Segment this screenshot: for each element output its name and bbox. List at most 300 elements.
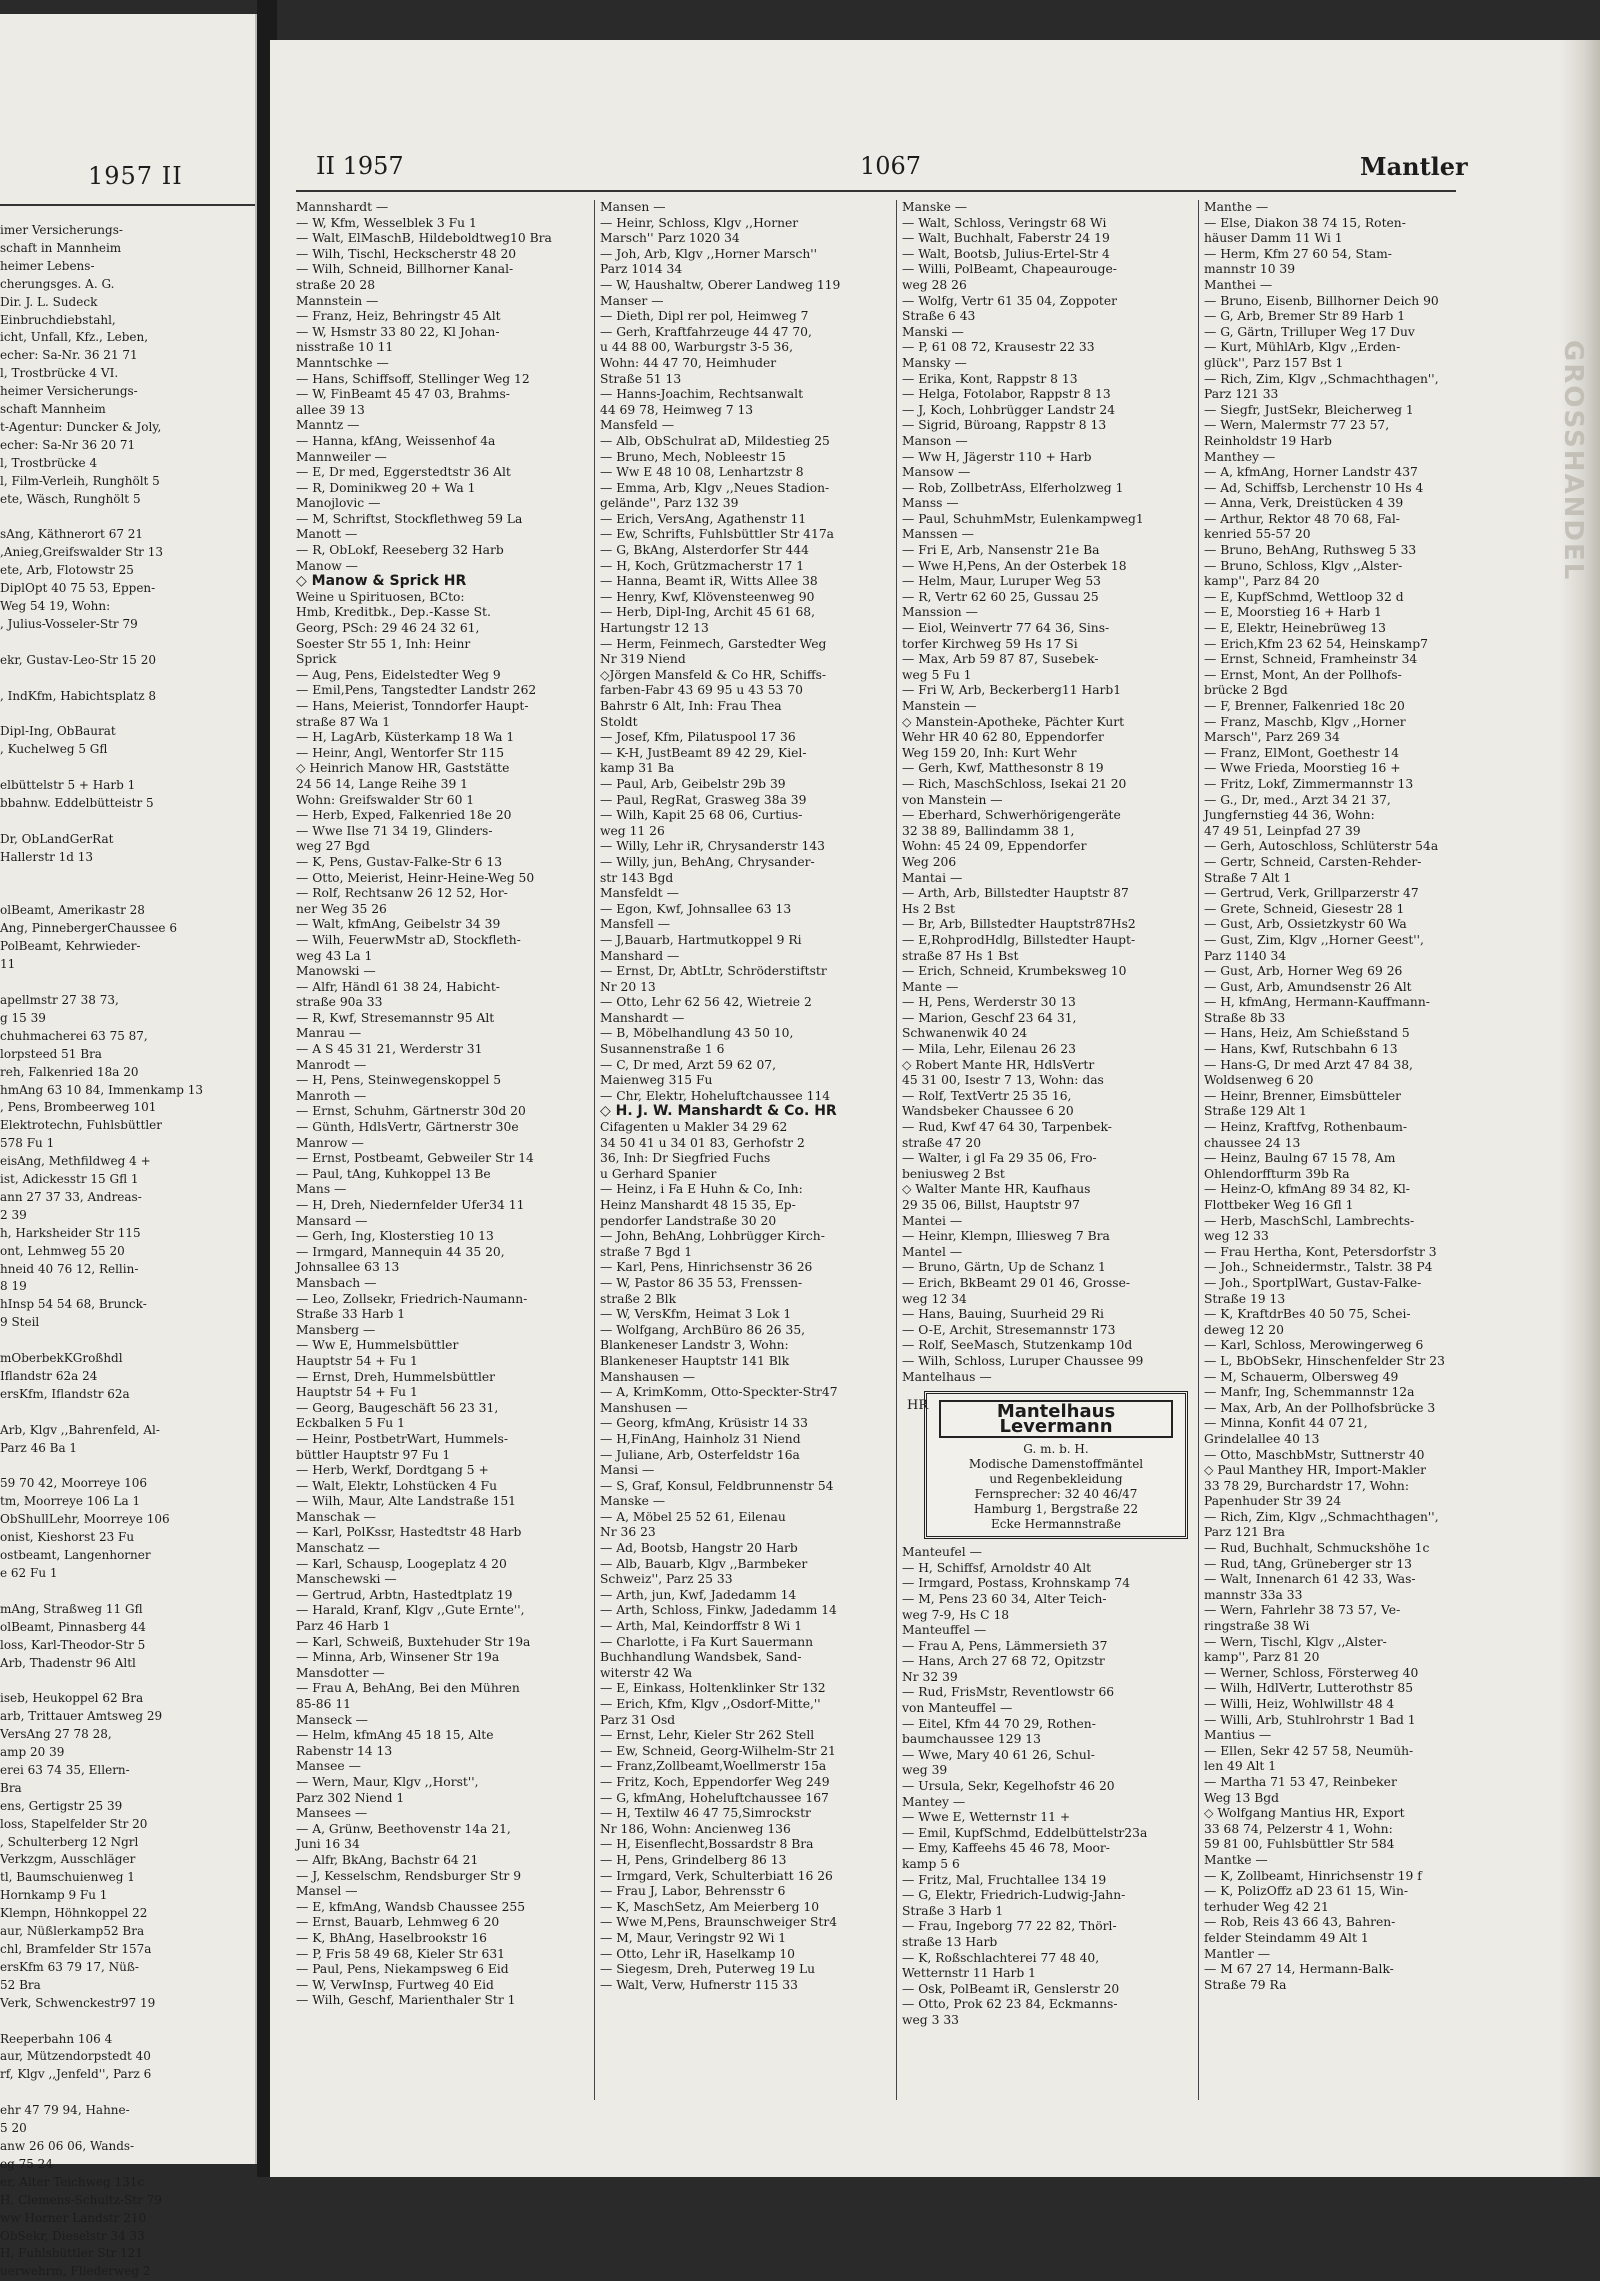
directory-entry: — Karl, Pens, Hinrichsenstr 36 26 [600, 1260, 813, 1275]
directory-entry: — Hans-G, Dr med Arzt 47 84 38, [1204, 1057, 1413, 1072]
left-page-line: rf, Klgv ,,Jenfeld'', Parz 6 [0, 2067, 152, 2082]
directory-entry: 33 68 74, Pelzerstr 4 1, Wohn: [1204, 1821, 1393, 1836]
directory-entry: Manteuffel — [902, 1623, 987, 1638]
left-page-line: schaft Mannheim [0, 402, 106, 417]
left-page-line: ersKfm 63 79 17, Nüß- [0, 1959, 139, 1974]
directory-entry: Blankeneser Landstr 3, Wohn: [600, 1338, 789, 1353]
header-guide-word: Mantler [1360, 152, 1468, 181]
directory-entry: — Helga, Fotolabor, Rappstr 8 13 [902, 387, 1111, 402]
directory-entry: — Ernst, Dreh, Hummelsbüttler [296, 1369, 496, 1384]
directory-entry: — Walt, Schloss, Veringstr 68 Wi [902, 215, 1107, 230]
directory-entry: — Paul, tAng, Kuhkoppel 13 Be [296, 1166, 491, 1181]
directory-entry: — Chr, Elektr, Hoheluftchaussee 114 [600, 1088, 831, 1103]
stamp-watermark: GROSSHANDEL [1558, 340, 1588, 582]
directory-entry: — Heinr, Angl, Wentorfer Str 115 [296, 745, 505, 760]
directory-entry: Mannshardt — [296, 200, 389, 214]
directory-entry: — Ursula, Sekr, Kegelhofstr 46 20 [902, 1779, 1115, 1794]
directory-entry: — Hanns-Joachim, Rechtsanwalt [600, 387, 804, 402]
directory-entry: — Wern, Malermstr 77 23 57, [1204, 418, 1390, 433]
directory-entry: Mannweiler — [296, 449, 387, 464]
directory-entry: 44 69 78, Heimweg 7 13 [600, 402, 754, 417]
header-rule [296, 190, 1456, 192]
directory-entry: — H, Koch, Grützmacherstr 17 1 [600, 558, 805, 573]
directory-entry: — Juliane, Arb, Osterfeldstr 16a [600, 1447, 800, 1462]
left-page-line: erei 63 74 35, Ellern- [0, 1762, 130, 1777]
directory-entry: — G, Arb, Bremer Str 89 Harb 1 [1204, 309, 1406, 324]
directory-entry: ringstraße 38 Wi [1204, 1619, 1310, 1634]
directory-entry: — Joh., SportplWart, Gustav-Falke- [1204, 1275, 1422, 1290]
directory-entry: Parz 121 33 [1204, 387, 1279, 402]
directory-entry: Manss — [902, 496, 959, 511]
directory-entry: — Bruno, Mech, Nobleestr 15 [600, 449, 786, 464]
directory-entry: — Wolfgang, ArchBüro 86 26 35, [600, 1322, 806, 1337]
directory-entry: Manssion — [902, 605, 978, 620]
directory-entry: — Arth, Schloss, Finkw, Jadedamm 14 [600, 1603, 837, 1618]
directory-entry: — Ww H, Jägerstr 110 + Harb [902, 449, 1092, 464]
directory-entry: — Wwe Frieda, Moorstieg 16 + [1204, 761, 1401, 776]
directory-entry: Manson — [902, 433, 968, 448]
directory-entry: Schwanenwik 40 24 [902, 1026, 1028, 1041]
directory-entry: — K, MaschSetz, Am Meierberg 10 [600, 1899, 820, 1914]
directory-entry: Flottbeker Weg 16 Gfl 1 [1204, 1198, 1354, 1212]
running-head [270, 152, 1468, 192]
directory-entry: Manrodt — [296, 1057, 367, 1072]
left-page-line: loss, Stapelfelder Str 20 [0, 1816, 148, 1831]
directory-entry: — Wilh, Geschf, Marienthaler Str 1 [296, 1993, 516, 2008]
directory-entry: — Alb, Bauarb, Klgv ,,Barmbeker [600, 1556, 808, 1571]
left-page-line: ersKfm, Iflandstr 62a [0, 1386, 130, 1401]
directory-entry: kamp'', Parz 81 20 [1204, 1650, 1320, 1665]
ad-line5: Ecke Hermannstraße [991, 1517, 1121, 1532]
left-page-line: echer: Sa-Nr 36 20 71 [0, 437, 136, 452]
directory-entry: — John, BehAng, Lohbrügger Kirch- [600, 1229, 825, 1244]
directory-entry: — Siegesm, Dreh, Puterweg 19 Lu [600, 1962, 816, 1977]
directory-entry: straße 7 Bgd 1 [600, 1244, 693, 1259]
left-page-line: Dir. J. L. Sudeck [0, 294, 98, 309]
directory-entry: — Günth, HdlsVertr, Gärtnerstr 30e [296, 1120, 519, 1135]
directory-entry: Manshusen — [600, 1400, 688, 1415]
directory-entry: — Karl, Schweiß, Buxtehuder Str 19a [296, 1634, 531, 1649]
directory-entry: — M, Pens 23 60 34, Alter Teich- [902, 1591, 1107, 1606]
directory-entry: — M, Schriftst, Stockflethweg 59 La [296, 511, 523, 526]
directory-entry: Bahrstr 6 Alt, Inh: Frau Thea [600, 699, 782, 713]
left-page-line: , Kuchelweg 5 Gfl [0, 742, 108, 757]
directory-entry: — Walter, i gl Fa 29 35 06, Fro- [902, 1151, 1097, 1166]
directory-entry: — Heinr, Klempn, Illiesweg 7 Bra [902, 1229, 1110, 1244]
directory-entry: — Franz,Zollbeamt,Woellmerstr 15a [600, 1759, 827, 1774]
left-page-line: , Pens, Brombeerweg 101 [0, 1100, 157, 1115]
directory-entry: weg 12 33 [1204, 1229, 1269, 1244]
directory-entry: — Irmgard, Verk, Schulterbiatt 16 26 [600, 1868, 833, 1883]
directory-entry: — Emil,Pens, Tangstedter Landstr 262 [296, 683, 537, 698]
directory-entry: Parz 1140 34 [1204, 948, 1287, 963]
directory-entry: — K-H, JustBeamt 89 42 29, Kiel- [600, 745, 807, 760]
directory-entry: straße 13 Harb [902, 1934, 998, 1949]
directory-entry: Cifagenten u Makler 34 29 62 [600, 1120, 788, 1135]
directory-entry: weg 39 [902, 1763, 948, 1778]
directory-entry: — Minna, Konfit 44 07 21, [1204, 1416, 1368, 1431]
left-page-line: hInsp 54 54 68, Brunck- [0, 1297, 147, 1312]
directory-entry: — Walt, Buchhalt, Faberstr 24 19 [902, 231, 1110, 246]
left-page-line: l, Trostbrücke 4 VI. [0, 366, 119, 381]
left-page-line [0, 1404, 250, 1422]
directory-entry: Mans — [296, 1182, 347, 1197]
directory-entry: — Karl, Schausp, Loogeplatz 4 20 [296, 1556, 507, 1571]
directory-entry: — A S 45 31 21, Werderstr 31 [296, 1042, 483, 1057]
directory-entry: — W, FinBeamt 45 47 03, Brahms- [296, 387, 510, 402]
directory-entry: häuser Damm 11 Wi 1 [1204, 231, 1343, 246]
left-page-line: ann 27 37 33, Andreas- [0, 1189, 142, 1204]
directory-entry: Wohn: 45 24 09, Eppendorfer [902, 839, 1087, 854]
directory-entry: Straße 19 13 [1204, 1291, 1286, 1306]
directory-entry: weg 5 Fu 1 [902, 667, 972, 682]
left-page-line: Parz 46 Ba 1 [0, 1440, 78, 1455]
left-page-line: e 62 Fu 1 [0, 1565, 58, 1580]
directory-entry: — Heinz-O, kfmAng 89 34 82, Kl- [1204, 1182, 1410, 1197]
right-page [270, 40, 1600, 2177]
column-divider [594, 200, 595, 2100]
left-page-line: 578 Fu 1 [0, 1136, 55, 1151]
directory-entry: Manow — [296, 558, 358, 573]
directory-entry: Parz 302 Niend 1 [296, 1790, 405, 1805]
directory-entry: Hauptstr 54 + Fu 1 [296, 1385, 418, 1400]
directory-entry: — Osk, PolBeamt iR, Genslerstr 20 [902, 1981, 1120, 1996]
ad-hr-mark: HR [907, 1398, 929, 1414]
directory-entry: Manthey — [1204, 449, 1276, 464]
directory-entry: — Ernst, Dr, AbtLtr, Schröderstiftstr [600, 964, 827, 979]
left-page-line [0, 670, 250, 688]
left-page-line: 59 70 42, Moorreye 106 [0, 1476, 147, 1491]
directory-entry: pendorfer Landstraße 30 20 [600, 1213, 777, 1228]
directory-entry: — H, Schiffsf, Arnoldstr 40 Alt [902, 1560, 1092, 1575]
directory-entry: Manser — [600, 293, 664, 308]
directory-entry: — Rolf, Rechtsanw 26 12 52, Hor- [296, 886, 508, 901]
left-page-line: , Julius-Vosseler-Str 79 [0, 616, 138, 631]
directory-entry: kamp 5 6 [902, 1857, 960, 1871]
directory-entry: — Gust, Arb, Ossietzkystr 60 Wa [1204, 917, 1407, 932]
ad-line4: Hamburg 1, Bergstraße 22 [973, 1502, 1139, 1517]
directory-entry: — K, Zollbeamt, Hinrichsenstr 19 f [1204, 1868, 1422, 1883]
directory-entry: Stoldt [600, 714, 638, 729]
directory-entry: — F, Brenner, Falkenried 18c 20 [1204, 699, 1405, 713]
directory-entry: Nr 20 13 [600, 979, 656, 994]
directory-entry: — Minna, Arb, Winsener Str 19a [296, 1650, 500, 1665]
directory-entry: Straße 6 43 [902, 309, 976, 324]
directory-entry: kamp 31 Ba [600, 761, 675, 776]
directory-entry: — Ad, Schiffsb, Lerchenstr 10 Hs 4 [1204, 480, 1424, 495]
directory-entry: — Charlotte, i Fa Kurt Sauermann [600, 1634, 814, 1649]
directory-entry: Manntschke — [296, 355, 389, 370]
directory-entry: Reinholdstr 19 Harb [1204, 433, 1332, 448]
directory-entry: — Mila, Lehr, Eilenau 26 23 [902, 1042, 1076, 1057]
directory-entry: Manntz — [296, 418, 360, 433]
directory-entry: — Herb, Werkf, Dordtgang 5 + [296, 1463, 489, 1478]
directory-entry: — A, Möbel 25 52 61, Eilenau [600, 1509, 786, 1524]
directory-entry: — Marion, Geschf 23 64 31, [902, 1010, 1077, 1025]
directory-column-4 [1204, 200, 1494, 2100]
directory-entry: — Gerh, Kraftfahrzeuge 44 47 70, [600, 324, 812, 339]
left-page-line: reh, Falkenried 18a 20 [0, 1064, 139, 1079]
directory-entry: — Hanna, kfAng, Weissenhof 4a [296, 433, 496, 448]
left-page-line [0, 867, 250, 885]
directory-entry: — Emma, Arb, Klgv ,,Neues Stadion- [600, 480, 830, 495]
directory-entry: — Erich, VersAng, Agathenstr 11 [600, 511, 807, 526]
directory-entry: terhuder Weg 42 21 [1204, 1899, 1329, 1914]
directory-entry: Mantelhaus — [902, 1369, 992, 1384]
directory-entry: — Franz, ElMont, Goethestr 14 [1204, 745, 1400, 760]
directory-entry: — Max, Arb 59 87 87, Susebek- [902, 652, 1099, 667]
directory-entry: — Rich, MaschSchloss, Isekai 21 20 [902, 776, 1127, 791]
directory-entry: — Wwe Ilse 71 34 19, Glinders- [296, 823, 493, 838]
directory-entry: Nr 319 Niend [600, 652, 686, 667]
directory-entry: — Gerh, Ing, Klosterstieg 10 13 [296, 1229, 494, 1244]
left-page-line: ete, Wäsch, Runghölt 5 [0, 491, 141, 506]
directory-column-3 [902, 200, 1192, 2100]
directory-entry: Soester Str 55 1, Inh: Heinr [296, 636, 471, 651]
directory-entry: Blankeneser Hauptstr 141 Blk [600, 1353, 790, 1368]
directory-entry: ◇ Robert Mante HR, HdlsVertr [902, 1057, 1095, 1072]
directory-entry: — Willi, Arb, Stuhlrohrstr 1 Bad 1 [1204, 1712, 1416, 1727]
directory-entry: Manstein — [902, 699, 977, 713]
left-page-line: , Schulterberg 12 Ngrl [0, 1834, 139, 1849]
left-page-line: hneid 40 76 12, Rellin- [0, 1261, 139, 1276]
left-page-line: chl, Bramfelder Str 157a [0, 1942, 152, 1956]
column-divider [896, 200, 897, 2100]
left-page-line: tm, Moorreye 106 La 1 [0, 1494, 141, 1509]
left-page-line [0, 885, 250, 903]
left-page-line [0, 1672, 250, 1690]
directory-entry: — Hans, Meierist, Tonndorfer Haupt- [296, 699, 529, 713]
directory-entry: — Fritz, Mal, Fruchtallee 134 19 [902, 1872, 1107, 1887]
directory-entry: Weg 159 20, Inh: Kurt Wehr [902, 745, 1077, 760]
directory-entry: — E, Einkass, Holtenklinker Str 132 [600, 1681, 826, 1696]
left-page-line: Hornkamp 9 Fu 1 [0, 1888, 108, 1903]
directory-entry: — Erich, Schneid, Krumbeksweg 10 [902, 964, 1127, 979]
directory-entry: Manshausen — [600, 1369, 696, 1384]
directory-entry: Straße 3 Harb 1 [902, 1903, 1004, 1918]
directory-entry: — Herb, Dipl-Ing, Archit 45 61 68, [600, 605, 816, 620]
left-page-line [0, 634, 250, 652]
directory-entry: Wandsbeker Chaussee 6 20 [902, 1104, 1074, 1119]
directory-entry: — W, Pastor 86 35 53, Frenssen- [600, 1275, 803, 1290]
left-page-line: l, Film-Verleih, Runghölt 5 [0, 473, 160, 488]
directory-entry: Manseck — [296, 1712, 368, 1727]
left-page-line: Klempn, Höhnkoppel 22 [0, 1906, 148, 1921]
directory-entry: Papenhuder Str 39 24 [1204, 1494, 1342, 1509]
directory-entry: — A, KrimKomm, Otto-Speckter-Str47 [600, 1385, 838, 1400]
directory-entry: Manske — [600, 1494, 666, 1509]
directory-entry: Manschewski — [296, 1572, 397, 1587]
directory-entry: — Henry, Kwf, Klövensteenweg 90 [600, 589, 815, 604]
directory-entry: mannstr 10 39 [1204, 262, 1296, 277]
directory-entry: — Rolf, TextVertr 25 35 16, [902, 1088, 1072, 1103]
directory-entry: Manojlovic — [296, 496, 381, 511]
left-page-line: Hallerstr 1d 13 [0, 849, 94, 864]
directory-entry: — Br, Arb, Billstedter Hauptstr87Hs2 [902, 917, 1136, 932]
ad-subtitle: G. m. b. H. [1023, 1442, 1089, 1457]
directory-entry: Weg 206 [902, 854, 957, 869]
directory-entry: — Hans, Arch 27 68 72, Opitzstr [902, 1654, 1105, 1669]
directory-entry: — J, Kesselschm, Rendsburger Str 9 [296, 1868, 522, 1883]
directory-entry: — Arthur, Rektor 48 70 68, Fal- [1204, 511, 1400, 526]
directory-entry: chaussee 24 13 [1204, 1135, 1301, 1150]
left-page-line: 2 39 [0, 1207, 27, 1222]
directory-entry: Straße 33 Harb 1 [296, 1307, 406, 1322]
directory-entry: — Fritz, Lokf, Zimmermannstr 13 [1204, 776, 1414, 791]
directory-entry: Rabenstr 14 13 [296, 1743, 393, 1758]
directory-entry: — Fri E, Arb, Nansenstr 21e Ba [902, 543, 1100, 558]
left-page-line: 9 Steil [0, 1315, 40, 1330]
directory-entry: — Gust, Arb, Amundsenstr 26 Alt [1204, 979, 1412, 994]
directory-entry: Manschak — [296, 1509, 376, 1524]
directory-entry: — Frau, Ingeborg 77 22 82, Thörl- [902, 1919, 1117, 1934]
directory-column-2 [600, 200, 890, 2100]
left-page-line: Arb, Thadenstr 96 Altl [0, 1655, 136, 1670]
directory-entry: Manthe — [1204, 200, 1269, 214]
directory-entry: straße 87 Hs 1 Bst [902, 948, 1019, 963]
directory-entry: — Wilh, Tischl, Heckscherstr 48 20 [296, 246, 517, 261]
left-page-line: onist, Kieshorst 23 Fu [0, 1530, 135, 1545]
left-page-line: heimer Versicherungs- [0, 384, 138, 399]
directory-entry: — Frau Hertha, Kont, Petersdorfstr 3 [1204, 1244, 1437, 1259]
directory-entry: — Heinr, Brenner, Eimsbütteler [1204, 1088, 1401, 1103]
directory-entry: — H, Textilw 46 47 75,Simrockstr [600, 1806, 811, 1821]
directory-entry: — Gertrud, Arbtn, Hastedtplatz 19 [296, 1587, 513, 1602]
left-page-line: Dipl-Ing, ObBaurat [0, 724, 116, 739]
left-page-line: ostbeamt, Langenhorner [0, 1548, 151, 1563]
directory-column-1 [296, 200, 586, 2100]
directory-entry: — Emil, KupfSchmd, Eddelbüttelstr23a [902, 1825, 1148, 1840]
left-page-line: hmAng 63 10 84, Immenkamp 13 [0, 1082, 203, 1097]
left-page-line: Ang, PinnebergerChaussee 6 [0, 921, 177, 936]
directory-entry: kamp'', Parz 84 20 [1204, 574, 1320, 589]
directory-entry: — G., Dr, med., Arzt 34 21 37, [1204, 792, 1391, 807]
directory-entry: ◇ Manow & Sprick HR [296, 573, 467, 590]
directory-entry: — Bruno, Gärtn, Up de Schanz 1 [902, 1260, 1106, 1275]
directory-entry: — Ad, Bootsb, Hangstr 20 Harb [600, 1541, 798, 1556]
directory-entry: Wohn: 44 47 70, Heimhuder [600, 355, 777, 370]
directory-entry: — Walt, Bootsb, Julius-Ertel-Str 4 [902, 246, 1110, 261]
left-page-header: 1957 II [88, 162, 183, 190]
directory-entry: — Else, Diakon 38 74 15, Roten- [1204, 215, 1406, 230]
directory-entry: — Wilh, Maur, Alte Landstraße 151 [296, 1494, 516, 1509]
directory-entry: Manrau — [296, 1026, 362, 1041]
directory-entry: — Willi, Heiz, Wohlwillstr 48 4 [1204, 1697, 1395, 1711]
directory-entry: — Aug, Pens, Eidelstedter Weg 9 [296, 667, 501, 682]
left-page-line: Verkzgm, Ausschläger [0, 1852, 136, 1867]
directory-entry: — Irmgard, Mannequin 44 35 20, [296, 1244, 505, 1259]
directory-entry: Manroth — [296, 1088, 367, 1103]
directory-entry: Mansee — [296, 1759, 361, 1774]
directory-entry: — Walt, ElMaschB, Hildeboldtweg10 Bra [296, 231, 552, 246]
left-page-line: Elektrotechn, Fuhlsbüttler [0, 1118, 162, 1133]
left-header-rule [0, 204, 255, 206]
directory-entry: Hauptstr 54 + Fu 1 [296, 1353, 418, 1368]
directory-entry: Grindelallee 40 13 [1204, 1431, 1320, 1446]
directory-entry: — Paul, Pens, Niekampsweg 6 Eid [296, 1962, 509, 1977]
directory-entry: — K, KraftdrBes 40 50 75, Schei- [1204, 1307, 1411, 1322]
directory-entry: — Walt, Verw, Hufnerstr 115 33 [600, 1977, 798, 1992]
directory-entry: — Siegfr, JustSekr, Bleicherweg 1 [1204, 402, 1414, 417]
directory-entry: mannstr 33a 33 [1204, 1587, 1303, 1602]
directory-entry: Mansdotter — [296, 1665, 385, 1680]
directory-entry: — Ww E 48 10 08, Lenhartzstr 8 [600, 465, 804, 480]
directory-entry: — E,RohprodHdlg, Billstedter Haupt- [902, 932, 1136, 947]
directory-entry: — H, Dreh, Niedernfelder Ufer34 11 [296, 1198, 525, 1212]
directory-entry: Hartungstr 12 13 [600, 621, 709, 636]
left-page-line: PolBeamt, Kehrwieder- [0, 939, 141, 954]
directory-entry: — Gertr, Schneid, Carsten-Rehder- [1204, 854, 1422, 869]
directory-entry: len 49 Alt 1 [1204, 1759, 1277, 1774]
directory-entry: — B, Möbelhandlung 43 50 10, [600, 1026, 794, 1041]
left-page-line: olBeamt, Amerikastr 28 [0, 903, 145, 918]
directory-entry: — P, 61 08 72, Krausestr 22 33 [902, 340, 1095, 355]
directory-entry: Mantel — [902, 1244, 963, 1259]
directory-entry: weg 11 26 [600, 823, 665, 838]
directory-entry: Buchhandlung Wandsbek, Sand- [600, 1650, 802, 1665]
directory-entry: weg 12 34 [902, 1291, 967, 1306]
left-page-line: mAng, Straßweg 11 Gfl [0, 1601, 143, 1616]
directory-entry: — Ernst, Schneid, Framheinstr 34 [1204, 652, 1418, 667]
left-page-line: 8 19 [0, 1279, 27, 1294]
directory-entry: str 143 Bgd [600, 870, 674, 885]
directory-entry: Mantke — [1204, 1852, 1268, 1867]
directory-entry: Mansard — [296, 1213, 368, 1228]
directory-entry: Parz 46 Harb 1 [296, 1619, 391, 1634]
directory-entry: — Willy, Lehr iR, Chrysanderstr 143 [600, 839, 825, 854]
directory-entry: — A, kfmAng, Horner Landstr 437 [1204, 465, 1418, 480]
directory-entry: Mansbach — [296, 1275, 377, 1290]
directory-entry: — Otto, Lehr iR, Haselkamp 10 [600, 1946, 795, 1961]
directory-entry: Wetternstr 11 Harb 1 [902, 1966, 1037, 1981]
directory-entry: — Dieth, Dipl rer pol, Heimweg 7 [600, 309, 809, 324]
directory-entry: Heinz Manshardt 48 15 35, Ep- [600, 1198, 796, 1212]
directory-entry: — Wern, Tischl, Klgv ,,Alster- [1204, 1634, 1387, 1649]
directory-entry: — O-E, Archit, Stresemannstr 173 [902, 1322, 1116, 1337]
directory-entry: — Karl, PolKssr, Hastedtstr 48 Harb [296, 1525, 522, 1540]
directory-entry: — Wilh, Schneid, Billhorner Kanal- [296, 262, 514, 277]
directory-entry: Manssen — [902, 527, 974, 542]
directory-entry: — R, Kwf, Stresemannstr 95 Alt [296, 1010, 495, 1025]
directory-entry: — Paul, SchuhmMstr, Eulenkampweg1 [902, 511, 1144, 526]
directory-entry: — Heinz, Baulng 67 15 78, Am [1204, 1151, 1396, 1166]
directory-entry: Manthei — [1204, 277, 1273, 292]
directory-entry: felder Steindamm 49 Alt 1 [1204, 1930, 1369, 1945]
left-page-line: Arb, Klgv ,,Bahrenfeld, Al- [0, 1422, 160, 1437]
directory-entry: Mansi — [600, 1463, 655, 1478]
directory-entry: — Wwe E, Wetternstr 11 + [902, 1810, 1071, 1825]
directory-entry: Parz 121 Bra [1204, 1525, 1285, 1540]
directory-entry: — L, BbObSekr, Hinschenfelder Str 23 [1204, 1353, 1445, 1368]
directory-entry: — Helm, Maur, Luruper Weg 53 [902, 574, 1101, 589]
directory-entry: Mannstein — [296, 293, 379, 308]
directory-entry: — Arth, jun, Kwf, Jadedamm 14 [600, 1587, 797, 1602]
directory-entry: — Rolf, SeeMasch, Stutzenkamp 10d [902, 1338, 1133, 1353]
directory-entry: — R, Vertr 62 60 25, Gussau 25 [902, 589, 1099, 604]
directory-entry: Mansfeldt — [600, 886, 679, 901]
left-page-line: Dr, ObLandGerRat [0, 831, 114, 846]
directory-entry: — Wwe H,Pens, An der Osterbek 18 [902, 558, 1127, 573]
directory-entry: Straße 51 13 [600, 371, 682, 386]
page-number: 1067 [860, 152, 922, 180]
directory-entry: — C, Dr med, Arzt 59 62 07, [600, 1057, 777, 1072]
directory-entry: — Ernst, Bauarb, Lehmweg 6 20 [296, 1915, 500, 1930]
directory-entry: u 44 88 00, Warburgstr 3-5 36, [600, 340, 794, 355]
directory-entry: — Alfr, Händl 61 38 24, Habicht- [296, 979, 500, 994]
directory-entry: Maienweg 315 Fu [600, 1073, 713, 1088]
left-page-line: Weg 54 19, Wohn: [0, 599, 111, 614]
directory-entry: 59 81 00, Fuhlsbüttler Str 584 [1204, 1837, 1395, 1852]
